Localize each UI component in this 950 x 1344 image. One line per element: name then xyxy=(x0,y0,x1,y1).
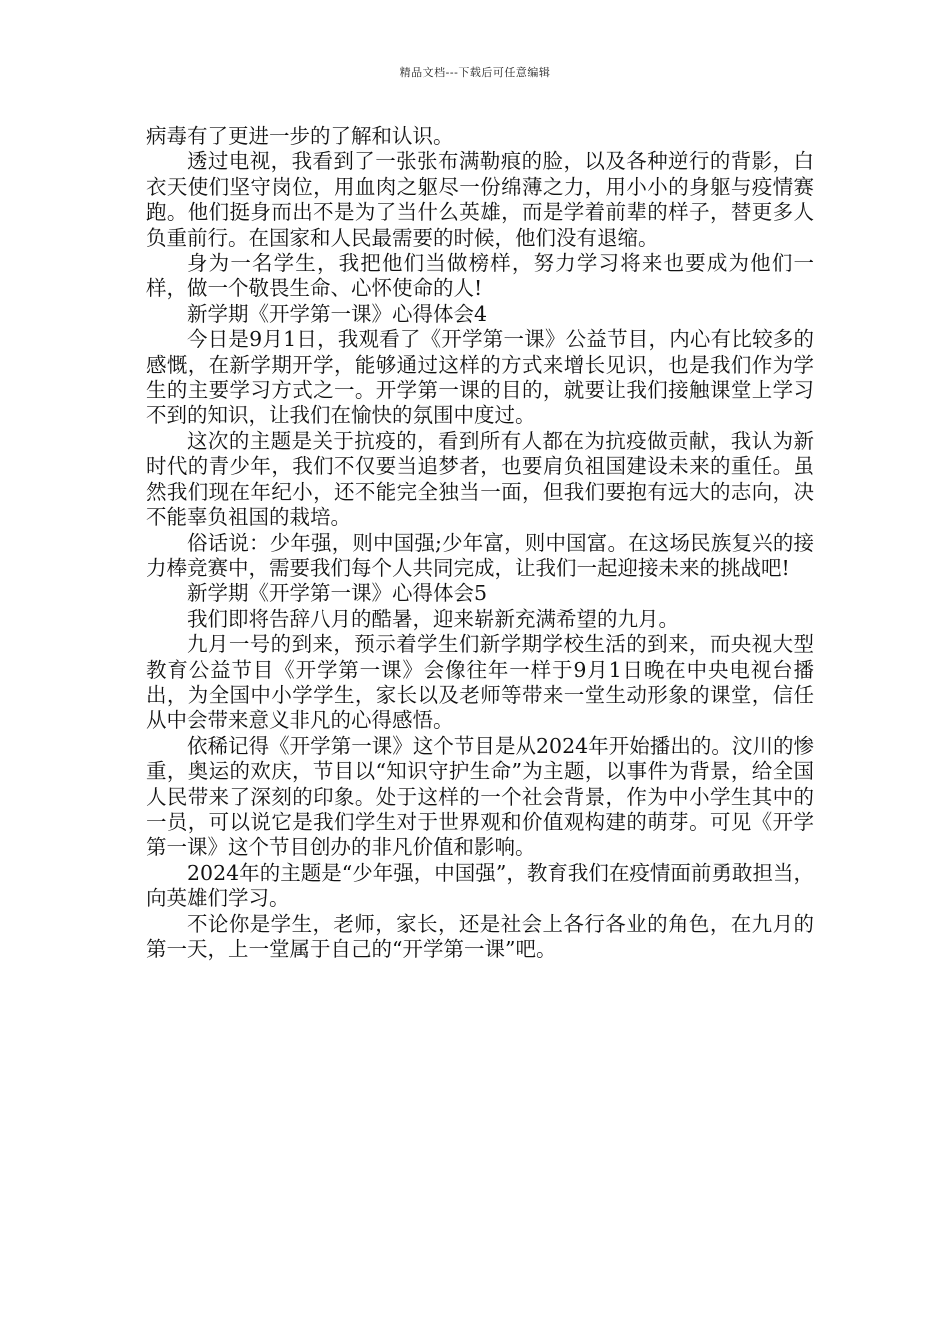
paragraph: 今日是9月1日，我观看了《开学第一课》公益节目，内心有比较多的感慨，在新学期开学，能够通过这样的方式来增长见识，也是我们作为学生的主要学习方式之一。开学第一课的目的，就要让我们接触课堂上学习不到的知识，让我们在愉快的氛围中度过。 xyxy=(146,327,814,428)
paragraph: 2024年的主题是“少年强，中国强”，教育我们在疫情面前勇敢担当，向英雄们学习。 xyxy=(146,860,814,911)
paragraph: 身为一名学生，我把他们当做榜样，努力学习将来也要成为他们一样，做一个敬畏生命、心怀使命的人! xyxy=(146,251,814,301)
paragraph: 俗话说：少年强，则中国强;少年富，则中国富。在这场民族复兴的接力棒竞赛中，需要我们每个人共同完成，让我们一起迎接未来的挑战吧! xyxy=(146,530,814,580)
paragraph: 这次的主题是关于抗疫的，看到所有人都在为抗疫做贡献，我认为新时代的青少年，我们不仅要当追梦者，也要肩负祖国建设未来的重任。虽然我们现在年纪小，还不能完全独当一面，但我们要抱有远大的志向，决不能辜负祖国的栽培。 xyxy=(146,428,814,530)
paragraph: 不论你是学生，老师，家长，还是社会上各行各业的角色，在九月的第一天，上一堂属于自己的“开学第一课”吧。 xyxy=(146,911,814,961)
paragraph: 病毒有了更进一步的了解和认识。 xyxy=(146,124,454,148)
paragraph: 我们即将告辞八月的酷暑，迎来崭新充满希望的九月。 xyxy=(187,606,679,631)
page-header: 精品文档---下载后可任意编辑 xyxy=(399,66,551,79)
document-body xyxy=(146,124,814,962)
paragraph: 依稀记得《开学第一课》这个节目是从2024年开始播出的。汶川的惨重，奥运的欢庆，节目以“知识守护生命”为主题，以事件为背景，给全国人民带来了深刻的印象。处于这样的一个社会背景，作为中小学生其中的一员，可以说它是我们学生对于世界观和价值观构建的萌芽。可见《开学第一课》这个节目创办的非凡价值和影响。 xyxy=(146,733,814,860)
paragraph: 九月一号的到来，预示着学生们新学期学校生活的到来，而央视大型教育公益节目《开学第一课》会像往年一样于9月1日晚在中央电视台播出，为全国中小学学生，家长以及老师等带来一堂生动形象的课堂，信任从中会带来意义非凡的心得感悟。 xyxy=(146,632,814,733)
section-heading: 新学期《开学第一课》心得体会5 xyxy=(187,581,488,606)
section-heading: 新学期《开学第一课》心得体会4 xyxy=(187,301,488,326)
paragraph: 透过电视，我看到了一张张布满勒痕的脸，以及各种逆行的背影，白衣天使们坚守岗位，用血肉之躯尽一份绵薄之力，用小小的身躯与疫情赛跑。他们挺身而出不是为了当什么英雄，而是学着前辈的样子，替更多人负重前行。在国家和人民最需要的时候，他们没有退缩。 xyxy=(146,149,814,250)
